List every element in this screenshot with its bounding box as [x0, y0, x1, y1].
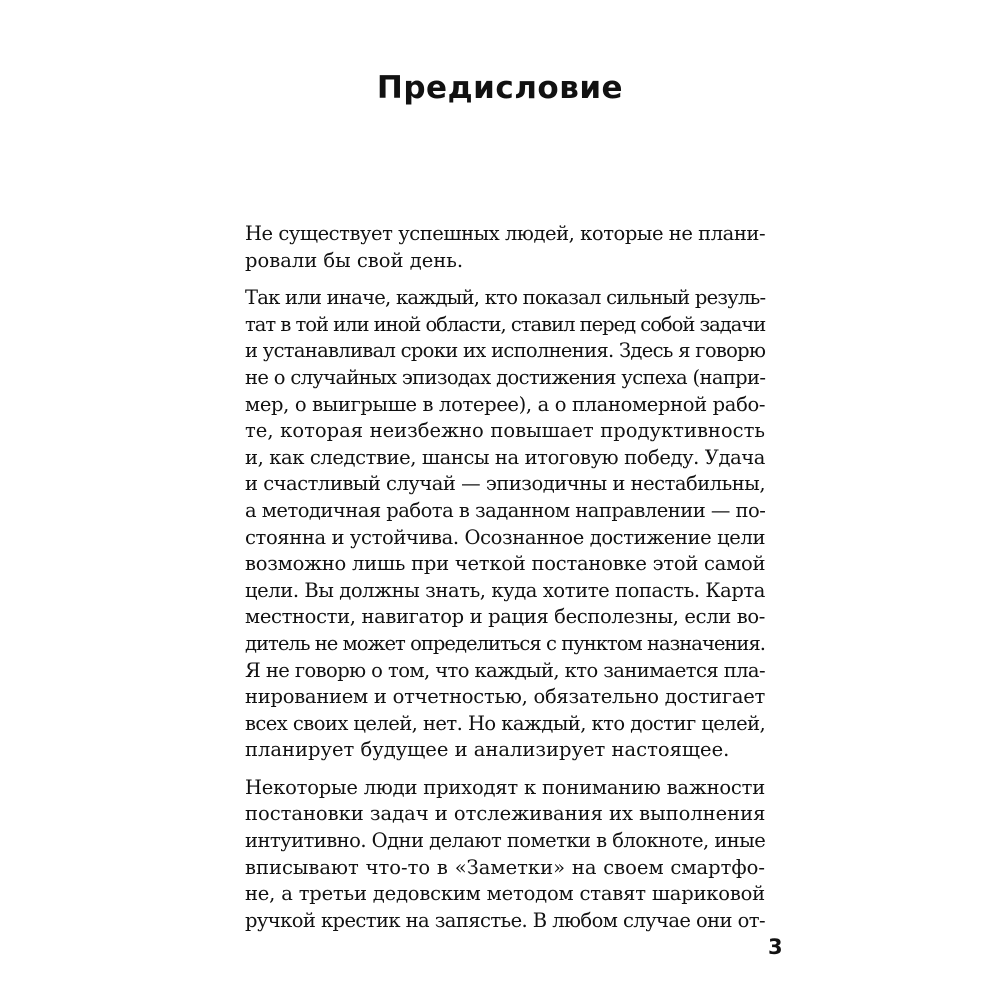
- text-line: вписывают что-то в «Заметки» на своем смартфо-: [245, 855, 765, 879]
- text-line: и, как следствие, шансы на итоговую победу. Удача: [245, 445, 765, 469]
- text-line: не о случайных эпизодах достижения успеха (напри-: [245, 365, 766, 389]
- text-line: а методичная работа в заданном направлении — по-: [245, 498, 766, 522]
- text-line: Не существует успешных людей, которые не плани-: [245, 222, 766, 245]
- body-text: [245, 221, 765, 945]
- text-line: ручкой крестик на запястье. В любом случае они от-: [245, 908, 765, 932]
- text-line: мер, о выигрыше в лотерее), а о планомерной рабо-: [245, 392, 766, 416]
- text-line: цели. Вы должны знать, куда хотите попасть. Карта: [245, 578, 765, 602]
- page-number: 3: [768, 935, 783, 959]
- text-line: интуитивно. Одни делают пометки в блокноте, иные: [245, 829, 766, 853]
- text-line: планирует будущее и анализирует настоящее.: [245, 738, 730, 762]
- text-line: стоянна и устойчива. Осознанное достижение цели: [245, 525, 766, 549]
- paragraph: [245, 285, 765, 764]
- text-line: и устанавливал сроки их исполнения. Здесь я говорю: [245, 339, 766, 363]
- text-line: ровали бы свой день.: [245, 248, 464, 272]
- text-line: нированием и отчетностью, обязательно достигает: [245, 685, 766, 709]
- text-line: тат в той или иной области, ставил перед собой задачи: [245, 312, 766, 336]
- paragraph: [245, 775, 765, 935]
- text-line: не, а третьи дедовским методом ставят шариковой: [245, 882, 765, 906]
- text-line: Так или иначе, каждый, кто показал сильный резуль-: [245, 286, 766, 310]
- text-line: Я не говорю о том, что каждый, кто занимается пла-: [245, 658, 765, 682]
- text-line: постановки задач и отслеживания их выполнения: [245, 802, 766, 826]
- text-line: Некоторые люди приходят к пониманию важности: [245, 775, 765, 799]
- paragraph: [245, 221, 765, 274]
- text-line: дитель не может определиться с пунктом назначения.: [245, 631, 765, 655]
- text-line: всех своих целей, нет. Но каждый, кто достиг целей,: [245, 711, 766, 735]
- text-line: те, которая неизбежно повышает продуктивность: [245, 419, 765, 443]
- text-line: местности, навигатор и рация бесполезны, если во-: [245, 605, 766, 629]
- chapter-title: Предисловие: [376, 70, 624, 106]
- text-line: возможно лишь при четкой постановке этой самой: [245, 552, 766, 576]
- text-line: и счастливый случай — эпизодичны и нестабильны,: [245, 472, 766, 496]
